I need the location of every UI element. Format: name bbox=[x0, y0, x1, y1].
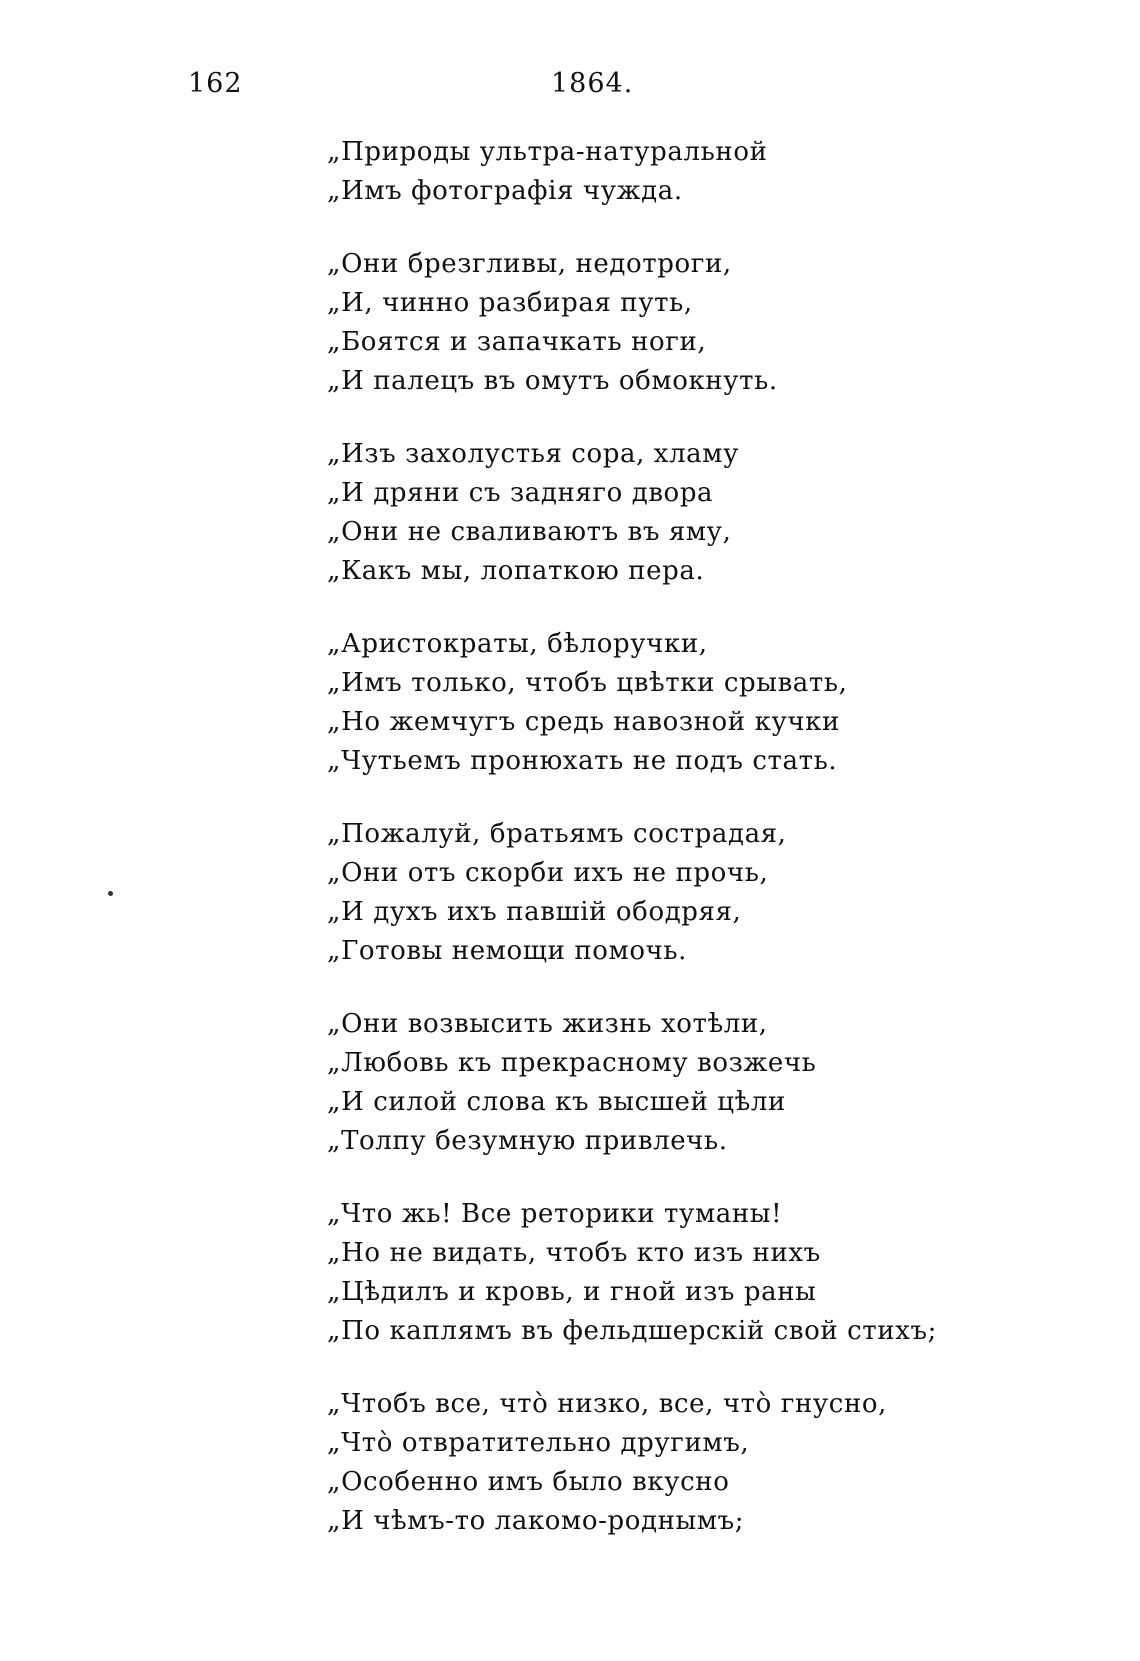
poem-line: „И палецъ въ омутъ обмокнуть. bbox=[327, 366, 778, 396]
poem-line: „Толпу безумную привлечь. bbox=[327, 1126, 728, 1156]
poem-line: „Особенно имъ было вкусно bbox=[327, 1467, 730, 1497]
poem-line: „Чтобъ все, что̀ низко, все, что̀ гнусно, bbox=[327, 1389, 888, 1419]
stanza bbox=[327, 1385, 1047, 1541]
poem-line: „И дряни съ задняго двора bbox=[327, 478, 714, 508]
poem-line: „Пожалуй, братьямъ сострадая, bbox=[327, 819, 787, 849]
poem-line: „По каплямъ въ фельдшерскій свой стихъ; bbox=[327, 1316, 937, 1346]
page-number: 162 bbox=[188, 68, 243, 99]
stanza bbox=[327, 1195, 1047, 1351]
poem-line: „Они брезгливы, недотроги, bbox=[327, 249, 732, 279]
poem-line: „Какъ мы, лопаткою пера. bbox=[327, 556, 705, 586]
poem-line: „Они отъ скорби ихъ не прочь, bbox=[327, 858, 769, 888]
poem-line: „Природы ультра-натуральной bbox=[327, 137, 768, 167]
page-header bbox=[0, 68, 1140, 108]
poem-line: „Имъ только, чтобъ цвѣтки срывать, bbox=[327, 668, 848, 698]
poem-line: „Аристократы, бѣлоручки, bbox=[327, 629, 708, 659]
poem-line: „Изъ захолустья сора, хламу bbox=[327, 439, 740, 469]
poem-line: „Что̀ отвратительно другимъ, bbox=[327, 1428, 750, 1458]
poem-line: „И силой слова къ высшей цѣли bbox=[327, 1087, 786, 1117]
poem-line: „Но жемчугъ средь навозной кучки bbox=[327, 707, 840, 737]
poem-line: „Цѣдилъ и кровь, и гной изъ раны bbox=[327, 1277, 817, 1307]
stanza bbox=[327, 815, 1047, 971]
running-head-year: 1864. bbox=[551, 68, 634, 99]
poem-line: „Имъ фотографія чужда. bbox=[327, 176, 683, 206]
poem-line: „Но не видать, чтобъ кто изъ нихъ bbox=[327, 1238, 821, 1268]
stanza bbox=[327, 1005, 1047, 1161]
poem-line: „И, чинно разбирая путь, bbox=[327, 288, 693, 318]
stanza bbox=[327, 435, 1047, 591]
stanza bbox=[327, 245, 1047, 401]
stanza bbox=[327, 625, 1047, 781]
poem-line: „Чутьемъ пронюхать не подъ стать. bbox=[327, 746, 838, 776]
poem-body bbox=[327, 133, 1047, 1575]
stanza bbox=[327, 133, 1047, 211]
poem-line: „Боятся и запачкать ноги, bbox=[327, 327, 707, 357]
poem-line: „Что жь! Все реторики туманы! bbox=[327, 1199, 783, 1229]
poem-line: „Они возвысить жизнь хотѣли, bbox=[327, 1009, 768, 1039]
poem-line: „Любовь къ прекрасному возжечь bbox=[327, 1048, 817, 1078]
poem-line: „Они не сваливаютъ въ яму, bbox=[327, 517, 732, 547]
poem-line: „И чѣмъ-то лакомо-роднымъ; bbox=[327, 1506, 745, 1536]
poem-line: „И духъ ихъ павшій ободряя, bbox=[327, 897, 742, 927]
print-speck bbox=[108, 891, 113, 896]
poem-line: „Готовы немощи помочь. bbox=[327, 936, 687, 966]
